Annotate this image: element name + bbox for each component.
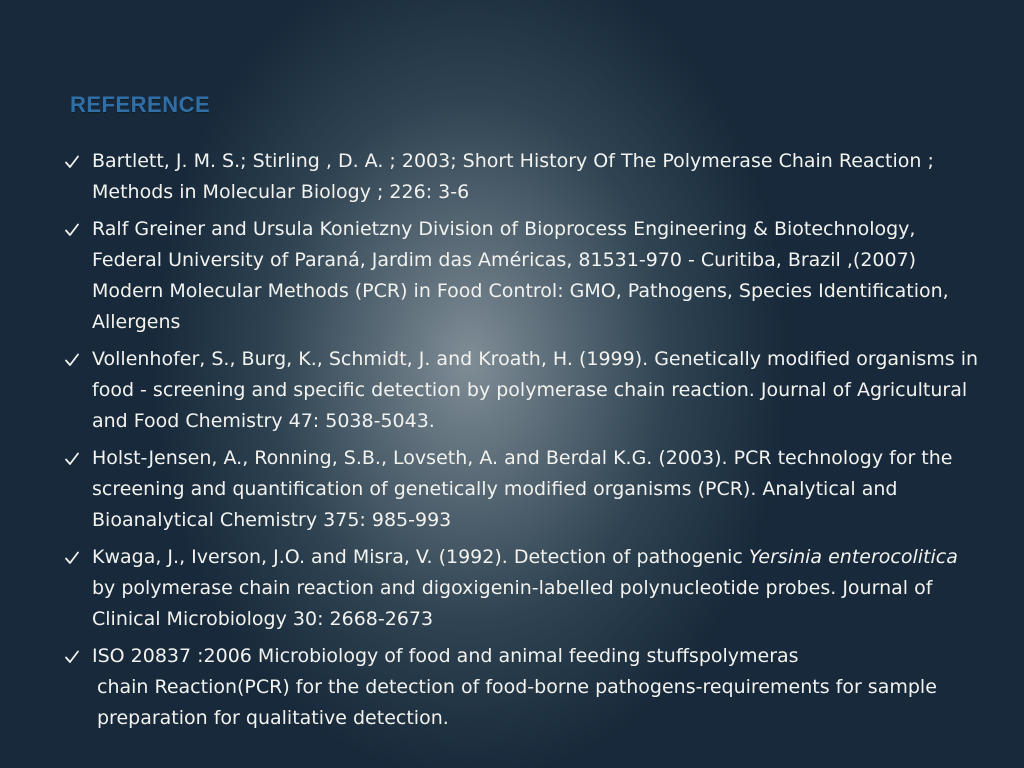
checkmark-icon	[60, 443, 84, 474]
reference-text: Vollenhofer, S., Burg, K., Schmidt, J. and Kroath, H. (1999). Genetically modified organisms in food - screening and specific detection by polymerase chain reaction. Journal of Agricultural and Food Chemistry 47: 5038-5043.	[92, 348, 979, 432]
reference-item	[60, 443, 980, 536]
checkmark-icon	[60, 641, 84, 672]
reference-text: ISO 20837 :2006 Microbiology of food and animal feeding stuffspolymeras	[92, 645, 799, 667]
reference-item	[60, 146, 980, 208]
checkmark-icon	[60, 214, 84, 245]
reference-item	[60, 641, 980, 734]
checkmark-icon	[60, 344, 84, 375]
reference-list	[60, 146, 980, 740]
reference-item	[60, 542, 980, 635]
reference-item	[60, 214, 980, 338]
reference-text-after: by polymerase chain reaction and digoxigenin-labelled polynucleotide probes. Journal of Clinical Microbiology 30: 2668-2673	[92, 577, 933, 630]
checkmark-icon	[60, 542, 84, 573]
species-name: Yersinia enterocolitica	[748, 546, 958, 568]
reference-text: Bartlett, J. M. S.; Stirling , D. A. ; 2003; Short History Of The Polymerase Chain Reaction ; Methods in Molecular Biology ; 226: 3-6	[92, 150, 934, 203]
reference-text: Ralf Greiner and Ursula Konietzny Division of Bioprocess Engineering & Biotechnology, Federal University of Paraná, Jardim das Américas, 81531-970 - Curitiba, Brazil ,(2007) Modern Molecular Methods (PCR) in Food Control: GMO, Pathogens, Species Identification, Allergens	[92, 218, 949, 333]
reference-continuation: chain Reaction(PCR) for the detection of food-borne pathogens-requirements for sample preparation for qualitative detection.	[97, 676, 937, 729]
reference-text-before: Kwaga, J., Iverson, J.O. and Misra, V. (1992). Detection of pathogenic	[92, 546, 749, 568]
checkmark-icon	[60, 146, 84, 177]
reference-item	[60, 344, 980, 437]
slide-title: REFERENCE	[70, 92, 211, 117]
reference-text: Holst-Jensen, A., Ronning, S.B., Lovseth, A. and Berdal K.G. (2003). PCR technology for the screening and quantification of genetically modified organisms (PCR). Analytical and Bioanalytical Chemistry 375: 985-993	[92, 447, 953, 531]
